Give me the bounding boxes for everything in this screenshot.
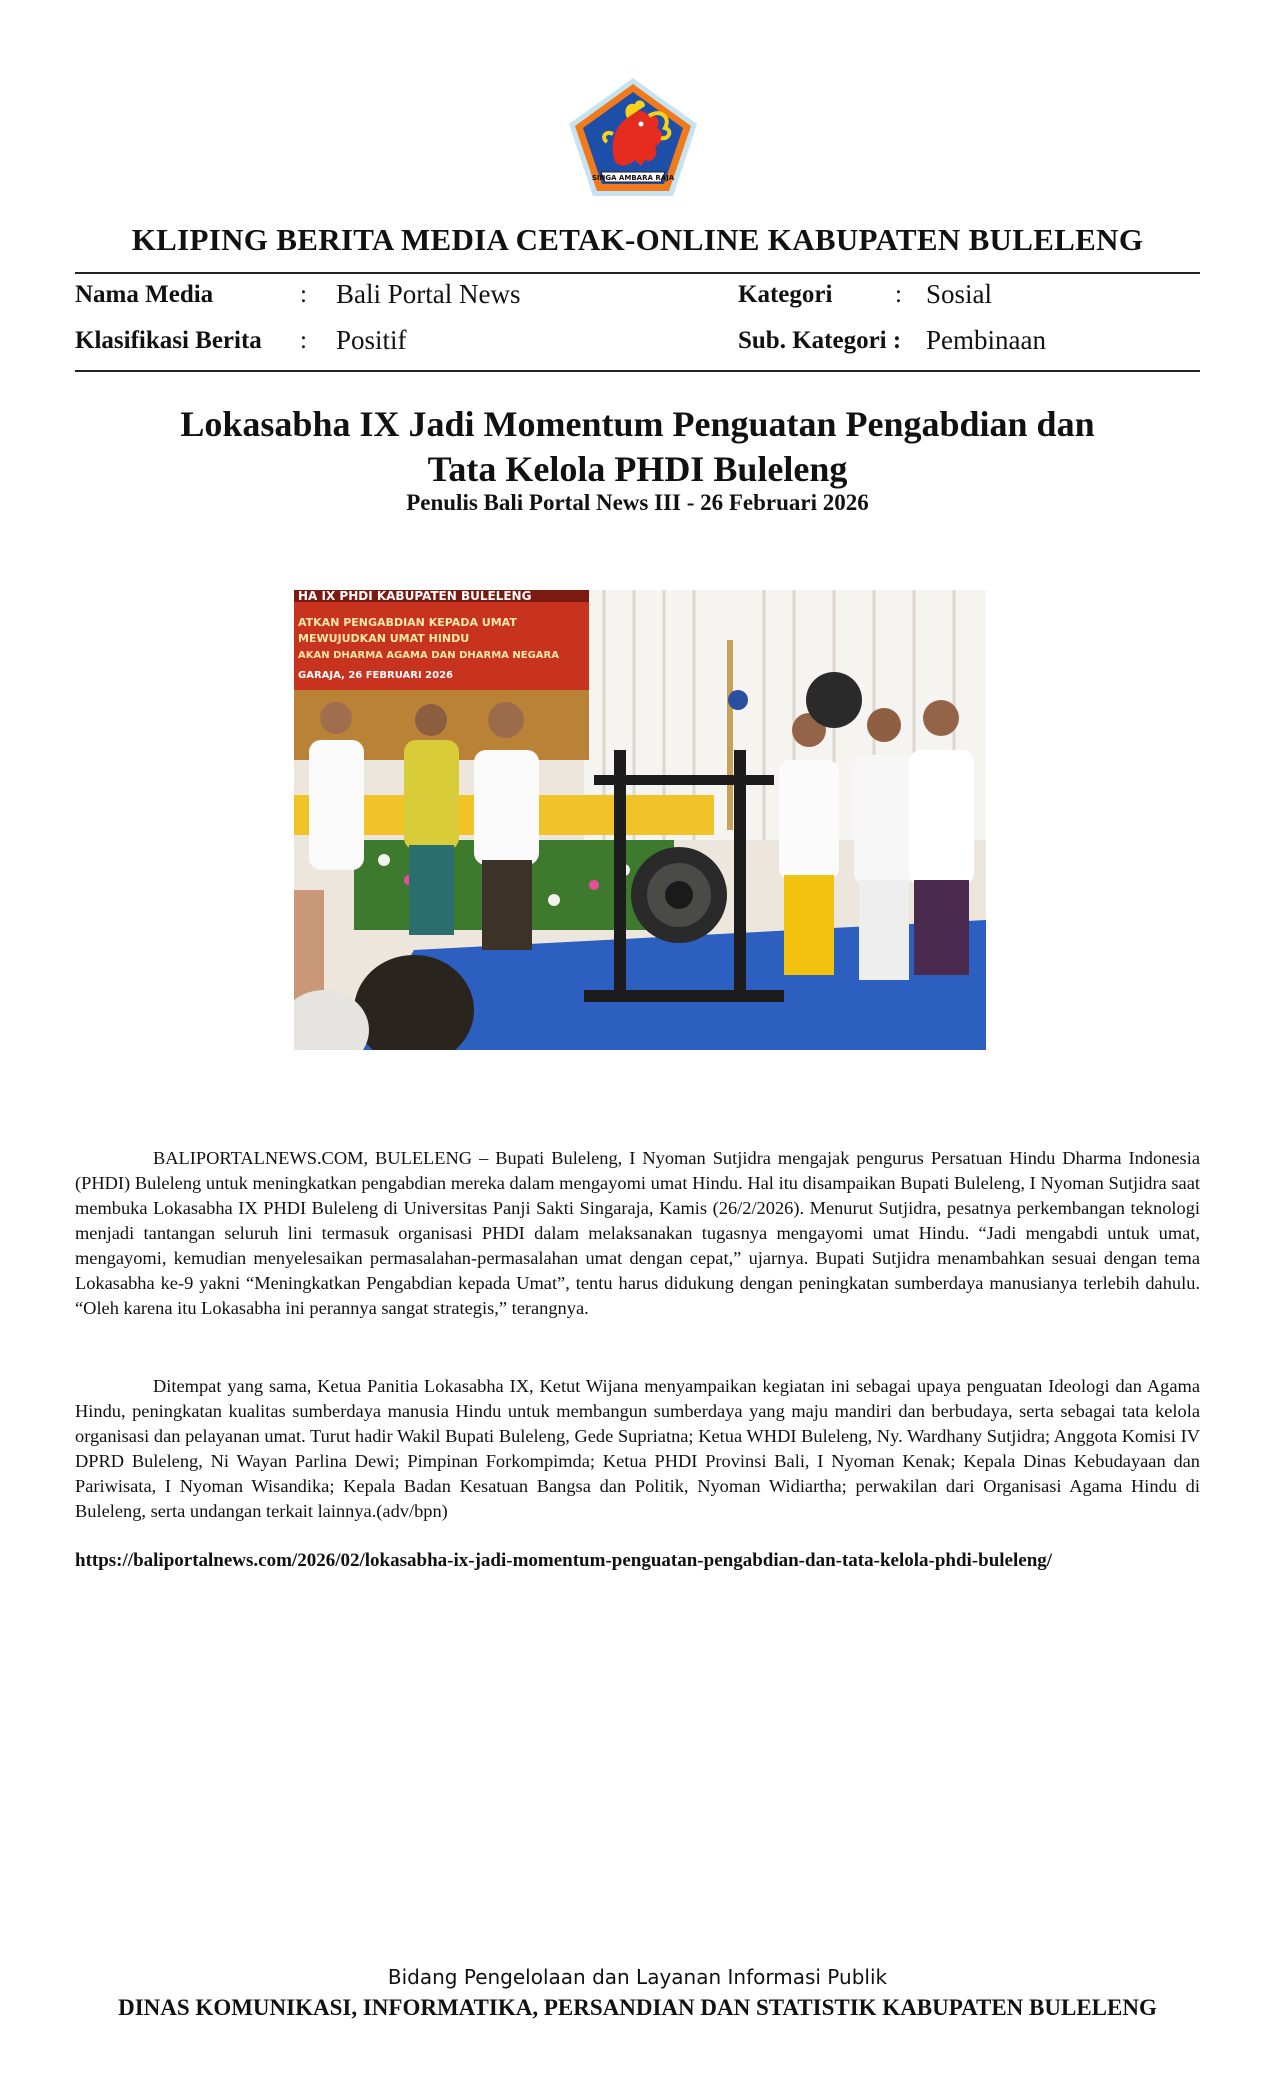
- article-source-link[interactable]: https://baliportalnews.com/2026/02/lokasabha-ix-jadi-momentum-penguatan-pengabdian-dan-tata-kelola-phdi-buleleng/: [75, 1550, 1053, 1571]
- logo-motto: SINGA AMBARA RAJA: [591, 174, 675, 182]
- media-colon: :: [300, 281, 307, 308]
- media-label: Nama Media: [75, 281, 214, 308]
- klasifikasi-label: Klasifikasi Berita: [75, 327, 262, 354]
- sub-kategori-label: Sub. Kategori :: [738, 327, 902, 354]
- headline-line-1: Lokasabha IX Jadi Momentum Penguatan Pengabdian dan: [180, 404, 1095, 444]
- headline-line-2: Tata Kelola PHDI Buleleng: [427, 449, 848, 489]
- header-bottom-rule: [75, 370, 1200, 372]
- article-byline: Penulis Bali Portal News III - 26 Februari 2026: [406, 490, 869, 515]
- kategori-value: Sosial: [926, 279, 993, 309]
- banner-line-2: ATKAN PENGABDIAN KEPADA UMAT: [298, 616, 517, 629]
- article-paragraph-2: [75, 1374, 1200, 1524]
- article-paragraph-1: [75, 1146, 1200, 1321]
- footer-subtitle: Bidang Pengelolaan dan Layanan Informasi Publik: [387, 1965, 888, 1989]
- media-value: Bali Portal News: [336, 279, 521, 309]
- sub-kategori-value: Pembinaan: [926, 325, 1046, 355]
- banner-line-3: MEWUJUDKAN UMAT HINDU: [298, 632, 470, 645]
- document-header-title: KLIPING BERITA MEDIA CETAK-ONLINE KABUPATEN BULELENG: [131, 222, 1144, 257]
- kategori-colon: :: [895, 281, 902, 308]
- header-top-rule: [75, 272, 1200, 274]
- footer-title: DINAS KOMUNIKASI, INFORMATIKA, PERSANDIAN DAN STATISTIK KABUPATEN BULELENG: [118, 1995, 1157, 2020]
- paragraph-1-text: BALIPORTALNEWS.COM, BULELENG – Bupati Buleleng, I Nyoman Sutjidra mengajak pengurus Persatuan Hindu Dharma Indonesia (PHDI) Buleleng untuk meningkatkan pengabdian mereka dalam mengayomi umat Hindu. Hal itu disampaikan Bupati Buleleng, I Nyoman Sutjidra saat membuka Lokasabha IX PHDI Buleleng di Universitas Panji Sakti Singaraja, Kamis (26/2/2026). Menurut Sutjidra, pesatnya perkembangan teknologi menjadi tantangan seluruh lini termasuk organisasi PHDI dalam melaksanakan tugasnya mengayomi umat Hindu. “Jadi mengabdi untuk umat, mengayomi, kemudian menyelesaikan permasalahan-permasalahan umat dengan cepat,” ujarnya. Bupati Sutjidra menambahkan sesuai dengan tema Lokasabha ke-9 yakni “Meningkatkan Pengabdian kepada Umat”, tentu harus didukung dengan peningkatan sumberdaya manusianya terlebih dahulu. “Oleh karena itu Lokasabha ini perannya sangat strategis,” terangnya.: [75, 1148, 1200, 1318]
- article-headline: [0, 402, 1275, 492]
- klasifikasi-value: Positif: [336, 325, 407, 355]
- article-photo: [294, 590, 986, 1050]
- banner-line-4: AKAN DHARMA AGAMA DAN DHARMA NEGARA: [298, 650, 559, 661]
- banner-line-1: HA IX PHDI KABUPATEN BULELENG: [298, 590, 532, 603]
- singa-ambara-raja-emblem-icon: [565, 74, 701, 200]
- kategori-label: Kategori: [738, 281, 833, 308]
- banner-line-5: GARAJA, 26 FEBRUARI 2026: [298, 670, 453, 681]
- paragraph-2-text: Ditempat yang sama, Ketua Panitia Lokasabha IX, Ketut Wijana menyampaikan kegiatan ini sebagai upaya penguatan Ideologi dan Agama Hindu, peningkatan kualitas sumberdaya manusia Hindu untuk membangun sumberdaya yang maju mandiri dan berbudaya, serta sebagai tata kelola organisasi dan pelayanan umat. Turut hadir Wakil Bupati Buleleng, Gede Supriatna; Ketua WHDI Buleleng, Ny. Wardhany Sutjidra; Anggota Komisi IV DPRD Buleleng, Ni Wayan Parlina Dewi; Pimpinan Forkompimda; Ketua PHDI Provinsi Bali, I Nyoman Kenak; Kepala Dinas Kebudayaan dan Pariwisata, I Nyoman Wisandika; Kepala Badan Kesatuan Bangsa dan Politik, Nyoman Widiartha; perwakilan dari Organisasi Agama Hindu di Buleleng, serta undangan terkait lainnya.(adv/bpn): [75, 1376, 1200, 1521]
- klasifikasi-colon: :: [300, 327, 307, 354]
